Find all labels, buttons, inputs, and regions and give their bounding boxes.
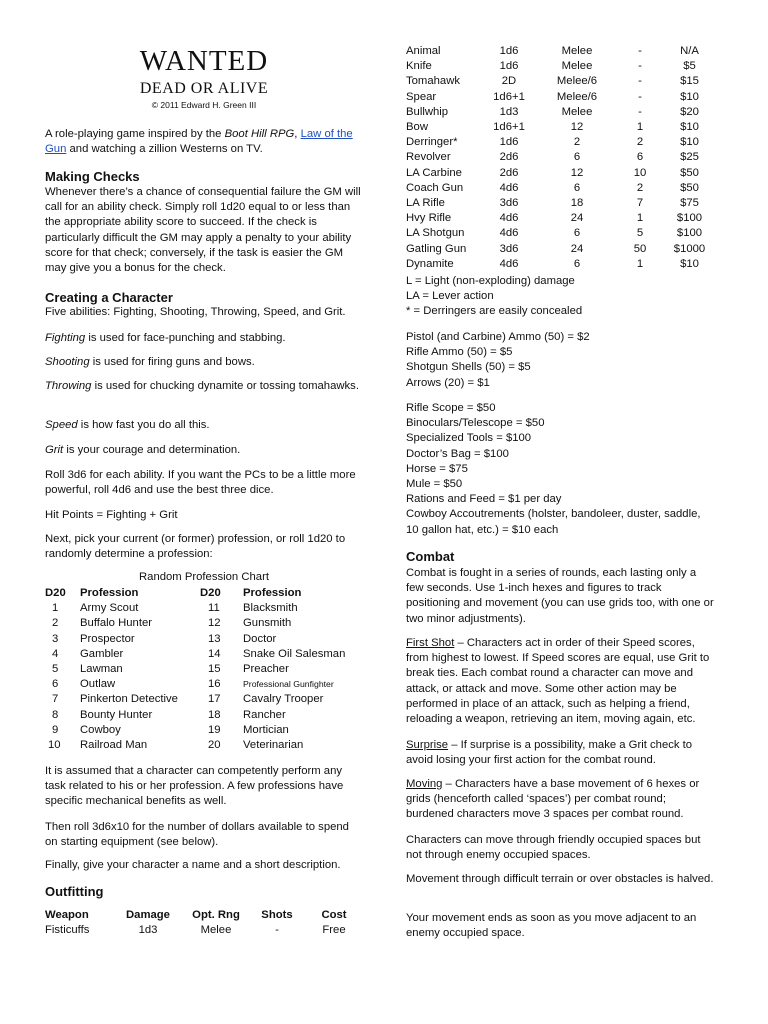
weapon-shots: 2 — [636, 136, 644, 149]
weapon-range: Melee — [561, 105, 593, 118]
weapon-damage: 1d3 — [499, 105, 519, 118]
weapon-cost: Free — [322, 924, 346, 937]
d20-roll: 5 — [52, 663, 59, 676]
profession-row — [45, 601, 363, 616]
gear-item: Mule = $50 — [406, 478, 463, 491]
ammo-item: Rifle Ammo (50) = $5 — [406, 346, 513, 359]
shooting-text: Shooting is used for firing guns and bows. — [45, 356, 255, 368]
weapon-shots: - — [638, 75, 642, 88]
weapon-name: Gatling Gun — [406, 242, 467, 255]
profession-name: Snake Oil Salesman — [243, 647, 346, 660]
first-shot-text: First Shot – Characters act in order of their Speed scores, from highest to lowest. If Speed scores are equal, use Grit to break ties. Each combat round a character can move and attack, or attack and move. Some other action may be performed in place of an attack, such as helping a friend, reloading a weapon, retrieving an item, moving again, etc. — [406, 637, 710, 726]
profession-row — [45, 723, 363, 738]
document-subtitle: DEAD OR ALIVE — [139, 80, 269, 97]
gear-item: Rifle Scope = $50 — [406, 402, 496, 414]
profession-text: Next, pick your current (or former) profession, or roll 1d20 to randomly determine a profession: — [45, 533, 346, 561]
weapon-cost: $75 — [680, 197, 699, 210]
profession-name: Cowboy — [80, 723, 121, 736]
combat-heading: Combat — [406, 549, 455, 564]
throwing-text: Throwing is used for chucking dynamite or tossing tomahawks. — [45, 380, 359, 392]
weapon-range: Melee — [561, 45, 593, 57]
combat-intro: Combat is fought in a series of rounds, each lasting only a few seconds. Use 1-inch hexes and figures to track positioning and movement (you can use grids too, with one or two minor adjustments). — [406, 567, 714, 625]
weapon-damage: 1d3 — [138, 924, 158, 937]
gear-item: Rations and Feed = $1 per day — [406, 493, 562, 506]
weapon-name: Bullwhip — [406, 105, 449, 118]
profession-chart-title: Random Profession Chart — [139, 571, 269, 583]
weapon-row — [406, 166, 716, 181]
weapon-cost: $10 — [680, 121, 699, 134]
weapon-row — [406, 150, 716, 165]
weapon-range: Melee/6 — [556, 90, 598, 103]
weapon-row — [406, 242, 716, 257]
weapon-range: 24 — [570, 212, 584, 225]
d20-header: D20 — [45, 587, 66, 599]
profession-name: Cavalry Trooper — [243, 693, 324, 706]
ammo-item: Shotgun Shells (50) = $5 — [406, 361, 531, 374]
weapon-notes — [406, 274, 716, 320]
weapon-cost: $20 — [680, 105, 699, 118]
weapon-shots: 5 — [636, 227, 644, 240]
weapon-shots: 6 — [636, 151, 644, 164]
roll-abilities-text: Roll 3d6 for each ability. If you want the PCs to be a little more powerful, roll 4d6 and use the best three dice. — [45, 469, 356, 497]
weapon-range: 6 — [573, 227, 581, 240]
weapon-cost: $50 — [680, 166, 699, 179]
document-title: WANTED — [139, 45, 269, 77]
speed-text: Speed is how fast you do all this. — [45, 419, 210, 431]
d20-roll: 11 — [208, 602, 220, 615]
assumed-text: It is assumed that a character can competently perform any task related to his or her profession. A few professions have specific mechanical benefits as well. — [45, 765, 344, 808]
weapon-range: Melee — [561, 60, 593, 73]
weapon-shots: 1 — [636, 212, 644, 225]
weapon-shots: - — [275, 924, 279, 937]
ammo-item: Arrows (20) = $1 — [406, 376, 490, 389]
profession-row — [45, 708, 363, 723]
profession-name: Prospector — [80, 632, 135, 645]
moving-term: Moving — [406, 778, 443, 790]
weapon-cost: $10 — [680, 257, 699, 270]
weapon-range: Melee/6 — [556, 75, 598, 88]
copyright-line: © 2011 Edward H. Green III — [151, 100, 257, 110]
d20-roll: 12 — [208, 617, 221, 630]
weapon-shots: 7 — [636, 197, 644, 210]
profession-name: Veterinarian — [243, 739, 304, 752]
weapon-row — [406, 74, 716, 89]
weapon-range: 2 — [573, 136, 581, 149]
weapon-cost: $25 — [680, 151, 699, 164]
profession-name: Gunsmith — [243, 617, 292, 630]
opt-rng-header: Opt. Rng — [192, 909, 240, 921]
profession-name: Lawman — [80, 663, 123, 676]
difficult-terrain-text: Movement through difficult terrain or over obstacles is halved. — [406, 873, 714, 885]
ammo-item: Pistol (and Carbine) Ammo (50) = $2 — [406, 331, 590, 343]
weapon-shots: - — [638, 105, 642, 118]
damage-header: Damage — [126, 909, 170, 921]
weapon-row — [406, 196, 716, 211]
weapon-range: 6 — [573, 257, 581, 270]
profession-name: Bounty Hunter — [80, 708, 153, 721]
weapon-name: LA Shotgun — [406, 227, 465, 240]
moving-text: Moving – Characters have a base movement of 6 hexes or grids (henceforth called ‘spaces’) per combat round; burdened characters move 3 spaces per combat round. — [406, 778, 700, 821]
weapon-row — [406, 105, 716, 120]
profession-name: Gambler — [80, 647, 124, 660]
weapon-row — [406, 181, 716, 196]
weapon-name: LA Rifle — [406, 197, 445, 210]
weapon-range: 6 — [573, 151, 581, 164]
cost-header: Cost — [321, 909, 347, 921]
d20-roll: 4 — [52, 647, 59, 660]
weapon-note: LA = Lever action — [406, 290, 494, 303]
law-of-the-gun-link[interactable]: Law of the Gun — [45, 128, 353, 156]
gear-list — [406, 401, 716, 538]
profession-row — [45, 632, 363, 647]
surprise-text: Surprise – If surprise is a possibility, make a Grit check to avoid losing your first action for the combat round. — [406, 739, 693, 767]
making-checks-text: Whenever there’s a chance of consequential failure the GM will call for an ability check. Simply roll 1d20 equal to or less than the appropriate ability score to succeed. If the check is particularly difficult the GM may apply a penalty to your ability score for that check; conversely, if the task is easier the GM may give you a bonus for the check. — [45, 186, 361, 275]
weapon-damage: 2d6 — [499, 151, 519, 164]
d20-roll: 19 — [208, 723, 221, 736]
weapon-row — [406, 226, 716, 241]
weapon-cost: $10 — [680, 136, 699, 149]
weapon-note: L = Light (non-exploding) damage — [406, 275, 575, 287]
fighting-text: Fighting is used for face-punching and stabbing. — [45, 332, 286, 344]
surprise-term: Surprise — [406, 739, 449, 751]
weapon-row — [406, 44, 716, 59]
weapon-damage: 4d6 — [499, 257, 519, 270]
weapons-table — [406, 44, 716, 272]
grit-text: Grit is your courage and determination. — [45, 444, 241, 456]
profession-row — [45, 677, 363, 692]
hit-points-text: Hit Points = Fighting + Grit — [45, 509, 178, 521]
profession-row — [45, 647, 363, 662]
weapon-damage: 1d6 — [499, 60, 519, 73]
weapon-damage: 2D — [501, 75, 517, 88]
weapon-name: Hvy Rifle — [406, 212, 452, 225]
gear-item: Doctor’s Bag = $100 — [406, 447, 509, 460]
d20-roll: 14 — [208, 647, 221, 660]
shots-header: Shots — [261, 909, 293, 921]
weapon-cost: $1000 — [673, 242, 706, 255]
profession-name: Outlaw — [80, 678, 116, 691]
profession-row — [45, 616, 363, 631]
weapon-row — [406, 120, 716, 135]
weapon-row — [406, 135, 716, 150]
weapon-damage: 1d6 — [499, 45, 519, 57]
d20-roll: 18 — [208, 708, 221, 721]
weapon-damage: 4d6 — [499, 227, 519, 240]
gear-item: Cowboy Accoutrements (holster, bandoleer, duster, saddle, 10 gallon hat, etc.) = $10 each — [406, 508, 701, 536]
profession-header: Profession — [80, 587, 139, 599]
making-checks-heading: Making Checks — [45, 169, 140, 184]
weapon-name: Tomahawk — [406, 75, 460, 88]
weapon-range: 18 — [570, 197, 584, 210]
finally-text: Finally, give your character a name and a short description. — [45, 859, 341, 871]
weapon-damage: 4d6 — [499, 212, 519, 225]
weapon-cost: N/A — [680, 45, 699, 57]
profession-row — [45, 738, 363, 753]
weapon-damage: 4d6 — [499, 181, 519, 194]
profession-name: Pinkerton Detective — [80, 693, 178, 706]
d20-roll: 17 — [208, 693, 221, 706]
weapon-damage: 2d6 — [499, 166, 519, 179]
d20-roll: 7 — [52, 693, 59, 706]
gear-item: Specialized Tools = $100 — [406, 432, 532, 445]
weapon-name: Bow — [406, 121, 428, 134]
profession-name: Blacksmith — [243, 602, 298, 615]
weapon-name: Spear — [406, 90, 437, 103]
weapon-range: Melee — [200, 924, 232, 937]
profession-name: Professional Gunfighter — [243, 679, 334, 690]
weapon-range: 12 — [570, 121, 584, 134]
weapon-name: Derringer* — [406, 136, 458, 149]
outfitting-heading: Outfitting — [45, 884, 104, 899]
friendly-spaces-text: Characters can move through friendly occupied spaces but not through enemy occupied spaces. — [406, 834, 701, 862]
d20-header: D20 — [200, 587, 221, 599]
profession-row — [45, 662, 363, 677]
profession-name: Army Scout — [80, 602, 139, 615]
weapon-shots: - — [638, 60, 642, 73]
first-shot-term: First Shot — [406, 637, 455, 649]
weapon-cost: $100 — [676, 212, 703, 225]
weapon-name: Animal — [406, 45, 441, 57]
d20-roll: 15 — [208, 663, 221, 676]
profession-header: Profession — [243, 587, 302, 599]
d20-roll: 16 — [208, 678, 221, 691]
creating-character-heading: Creating a Character — [45, 290, 173, 305]
profession-name: Buffalo Hunter — [80, 617, 153, 630]
weapon-damage: 1d6+1 — [493, 121, 525, 134]
weapon-cost: $50 — [680, 181, 699, 194]
d20-roll: 3 — [52, 632, 59, 645]
weapon-damage: 1d6+1 — [493, 90, 525, 103]
weapon-shots: 2 — [636, 181, 644, 194]
profession-name: Preacher — [243, 663, 289, 676]
profession-name: Railroad Man — [80, 739, 148, 752]
d20-roll: 1 — [52, 602, 59, 615]
outfitting-table — [45, 908, 363, 938]
intro-paragraph: A role-playing game inspired by the Boot Hill RPG, Law of the Gun and watching a zillion Westerns on TV. — [45, 128, 353, 156]
weapon-range: 6 — [573, 181, 581, 194]
profession-name: Rancher — [243, 708, 286, 721]
weapon-damage: 3d6 — [499, 197, 519, 210]
abilities-text: Five abilities: Fighting, Shooting, Throwing, Speed, and Grit. — [45, 306, 346, 318]
weapon-name: Fisticuffs — [45, 924, 90, 937]
gear-item: Binoculars/Telescope = $50 — [406, 417, 545, 430]
profession-table — [45, 586, 363, 753]
weapon-name: Coach Gun — [406, 181, 464, 194]
weapon-damage: 3d6 — [499, 242, 519, 255]
weapon-damage: 1d6 — [499, 136, 519, 149]
profession-row — [45, 692, 363, 707]
weapon-row — [406, 59, 716, 74]
weapon-shots: - — [638, 90, 642, 103]
starting-dollars-text: Then roll 3d6x10 for the number of dollars available to spend on starting equipment (see below). — [45, 821, 349, 849]
weapon-range: 24 — [570, 242, 584, 255]
weapon-shots: 1 — [636, 257, 644, 270]
ammo-list — [406, 330, 716, 391]
weapon-header: Weapon — [45, 909, 89, 921]
weapon-shots: 50 — [633, 242, 647, 255]
weapon-cost: $15 — [680, 75, 699, 88]
profession-name: Mortician — [243, 723, 289, 736]
weapon-name: Revolver — [406, 151, 451, 164]
d20-roll: 10 — [48, 739, 61, 752]
boot-hill-title: Boot Hill RPG — [224, 128, 295, 140]
d20-roll: 13 — [208, 632, 221, 645]
weapon-name: Dynamite — [406, 257, 454, 270]
weapon-shots: 10 — [633, 166, 647, 179]
weapon-name: Knife — [406, 60, 432, 73]
weapon-shots: - — [638, 45, 642, 57]
weapon-row — [406, 211, 716, 226]
d20-roll: 6 — [52, 678, 59, 691]
weapon-cost: $10 — [680, 90, 699, 103]
weapon-cost: $5 — [683, 60, 696, 73]
gear-item: Horse = $75 — [406, 462, 468, 475]
d20-roll: 9 — [52, 723, 59, 736]
weapon-shots: 1 — [636, 121, 644, 134]
weapon-row — [45, 923, 363, 938]
weapon-row — [406, 257, 716, 272]
d20-roll: 8 — [52, 708, 59, 721]
d20-roll: 2 — [52, 617, 59, 630]
weapon-name: LA Carbine — [406, 166, 462, 179]
d20-roll: 20 — [208, 739, 221, 752]
profession-name: Doctor — [243, 632, 277, 645]
weapon-range: 12 — [570, 166, 584, 179]
weapon-row — [406, 90, 716, 105]
movement-ends-text: Your movement ends as soon as you move adjacent to an enemy occupied space. — [406, 912, 697, 940]
weapon-note: * = Derringers are easily concealed — [406, 305, 583, 318]
weapon-cost: $100 — [676, 227, 703, 240]
